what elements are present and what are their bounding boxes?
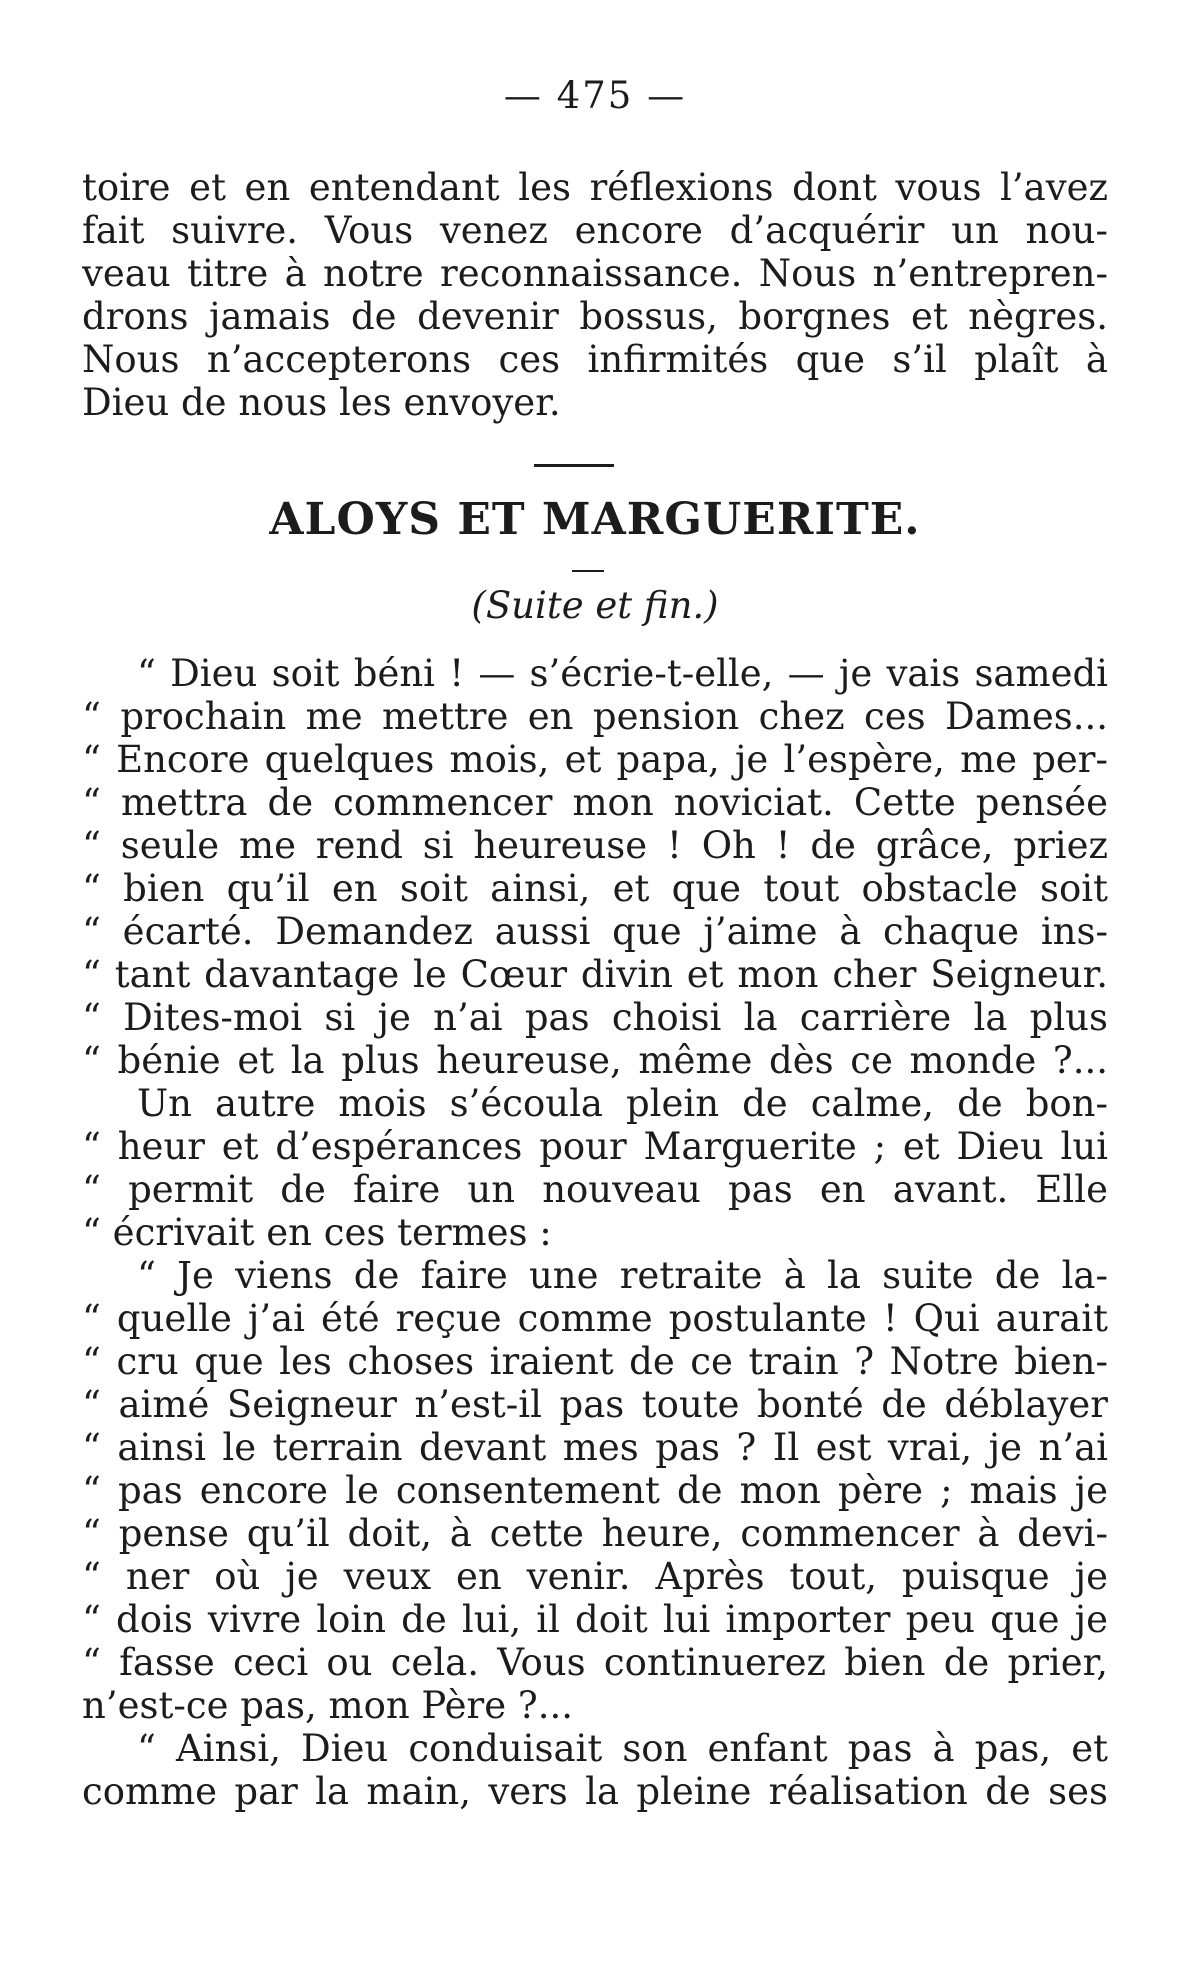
text-line: “ dois vivre loin de lui, il doit lui importer peu que je (82, 1598, 1108, 1641)
text-line: “ ner où je veux en venir. Après tout, puisque je (82, 1555, 1108, 1598)
text-line: “ seule me rend si heureuse ! Oh ! de grâce, priez (82, 824, 1108, 867)
section-divider (534, 464, 614, 467)
text-line: “ prochain me mettre en pension chez ces Dames... (82, 695, 1108, 738)
text-line: “ tant davantage le Cœur divin et mon cher Seigneur. (82, 953, 1108, 996)
text-line: “ Dites-moi si je n’ai pas choisi la carrière la plus (82, 996, 1108, 1039)
text-line: “ permit de faire un nouveau pas en avant. Elle (82, 1168, 1108, 1211)
text-line: “ bénie et la plus heureuse, même dès ce monde ?... (82, 1039, 1108, 1082)
text-line: “ pas encore le consentement de mon père ; mais je (82, 1469, 1108, 1512)
text-line: “ Dieu soit béni ! — s’écrie-t-elle, — je vais samedi (137, 652, 1108, 695)
text-line: n’est-ce pas, mon Père ?... (82, 1684, 574, 1727)
body-text (82, 652, 1108, 1813)
text-line: “ cru que les choses iraient de ce train ? Notre bien- (82, 1340, 1108, 1383)
text-line: Un autre mois s’écoula plein de calme, de bon- (137, 1082, 1108, 1125)
section-title: ALOYS ET MARGUERITE. (269, 494, 921, 545)
text-line: “ aimé Seigneur n’est-il pas toute bonté de déblayer (82, 1383, 1108, 1426)
text-line: veau titre à notre reconnaissance. Nous n’entrepren- (82, 252, 1108, 295)
text-line: “ écarté. Demandez aussi que j’aime à chaque ins- (82, 910, 1108, 953)
section-subtitle: (Suite et fin.) (471, 584, 719, 627)
text-line: fait suivre. Vous venez encore d’acquérir un nou- (82, 209, 1108, 252)
text-line: “ bien qu’il en soit ainsi, et que tout obstacle soit (82, 867, 1108, 910)
intro-paragraph (82, 166, 1108, 424)
text-line: “ mettra de commencer mon noviciat. Cette pensée (82, 781, 1108, 824)
text-line: drons jamais de devenir bossus, borgnes et nègres. (82, 295, 1108, 338)
text-line: Nous n’accepterons ces infirmités que s’il plaît à (82, 338, 1108, 381)
text-line: toire et en entendant les réflexions dont vous l’avez (82, 166, 1108, 209)
text-line: “ Ainsi, Dieu conduisait son enfant pas à pas, et (137, 1727, 1108, 1770)
text-line: “ ainsi le terrain devant mes pas ? Il est vrai, je n’ai (82, 1426, 1108, 1469)
page-number: — 475 — (503, 74, 687, 117)
text-line: “ Je viens de faire une retraite à la suite de la- (137, 1254, 1108, 1297)
text-line: “ fasse ceci ou cela. Vous continuerez bien de prier, (82, 1641, 1108, 1684)
text-line: “ Encore quelques mois, et papa, je l’espère, me per- (82, 738, 1108, 781)
title-underline (572, 570, 604, 572)
text-line: “ quelle j’ai été reçue comme postulante ! Qui aurait (82, 1297, 1108, 1340)
text-line: “ pense qu’il doit, à cette heure, commencer à devi- (82, 1512, 1108, 1555)
text-line: “ heur et d’espérances pour Marguerite ; et Dieu lui (82, 1125, 1108, 1168)
text-line: Dieu de nous les envoyer. (82, 381, 561, 424)
text-line: “ écrivait en ces termes : (82, 1211, 552, 1254)
text-line: comme par la main, vers la pleine réalisation de ses (82, 1770, 1108, 1813)
